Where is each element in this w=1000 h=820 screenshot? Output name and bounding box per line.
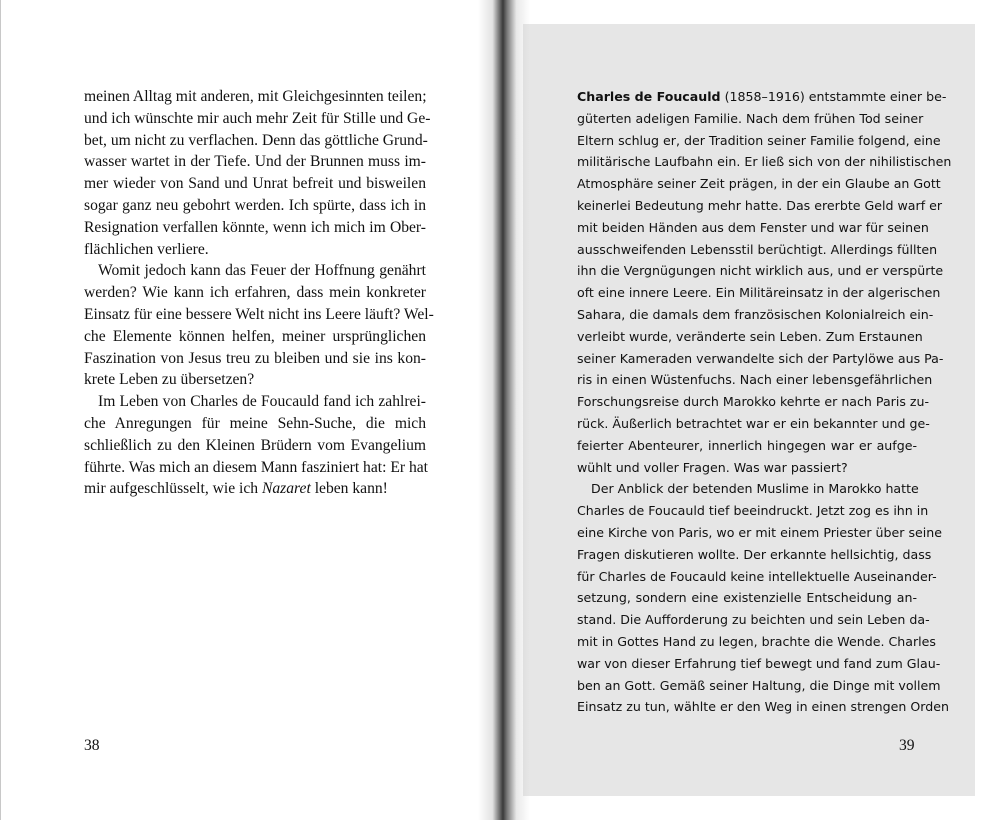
text-line: Im Leben von Charles de Foucauld fand ich zahlrei- [98,393,426,411]
text-line: Einsatz für eine bessere Welt nicht ins Leere läuft? Wel- [84,305,434,323]
text-line: mer wieder von Sand und Unrat befreit und bisweilen [84,175,426,193]
text-line: seiner Kameraden verwandelte sich der Partylöwe aus Pa- [577,350,944,366]
text-segment: leben kann! [310,480,388,498]
text-line: ausschweifenden Lebensstil berüchtigt. Allerdings füllten [577,241,938,257]
italic-word: Nazaret [261,480,311,498]
right-paragraph-1 [577,86,952,478]
text-line: oft eine innere Leere. Ein Militäreinsatz in der algerischen [577,285,941,301]
text-line: wühlt und voller Fragen. Was war passiert? [577,459,848,475]
left-page-body [84,86,434,500]
text-line: flächlichen verliere. [84,240,209,258]
text-line: Forschungsreise durch Marokko kehrte er nach Paris zu- [577,394,930,410]
text-line: meinen Alltag mit anderen, mit Gleichgesinnten teilen; [84,88,427,105]
text-line: ihn die Vergnügungen nicht wirklich aus, und er verspürte [577,263,944,279]
text-line: Womit jedoch kann das Feuer der Hoffnung genährt [98,262,426,280]
text-line: stand. Die Aufforderung zu beichten und sein Leben da- [577,612,930,628]
text-line: und ich wünschte mir auch mehr Zeit für Stille und Ge- [84,109,431,127]
text-segment: mir aufgeschlüsselt, wie ich [84,480,262,498]
text-line: mit in Gottes Hand zu legen, brachte die Wende. Charles [577,633,936,649]
text-line: Fragen diskutieren wollte. Der erkannte hellsichtig, dass [577,546,932,562]
text-line: sogar ganz neu gebohrt werden. Ich spürte, dass ich in [84,196,426,214]
text-line: feierter Abenteurer, innerlich hingegen war er aufge- [577,437,917,453]
text-line: werden? Wie kann ich erfahren, dass mein konkreter [84,284,426,302]
text-line: che Elemente können helfen, meiner ursprünglichen [84,327,426,345]
text-line: Faszination von Jesus treu zu bleiben und sie ins kon- [84,349,426,367]
left-paragraph-2 [84,260,434,391]
text-segment: (1858–1916) entstammte einer be- [720,89,947,104]
text-line [84,478,426,500]
text-line: Einsatz zu tun, wählte er den Weg in einen strengen Orden [577,699,949,715]
text-line: war von dieser Erfahrung tief bewegt und fand zum Glau- [577,655,941,671]
text-line: setzung, sondern eine existenzielle Entscheidung an- [577,590,917,606]
text-line: militärische Laufbahn ein. Er ließ sich von der nihilistischen [577,154,952,170]
text-line: Sahara, die damals dem französischen Kolonialreich ein- [577,306,934,322]
page-number-right: 39 [899,737,915,754]
text-line: Der Anblick der betenden Muslime in Marokko hatte [591,481,919,497]
left-paragraph-3 [84,391,429,500]
right-paragraph-2 [577,478,949,718]
page-number-left: 38 [84,737,100,754]
text-line: für Charles de Foucauld keine intellektuelle Auseinander- [577,568,937,584]
text-line: eine Kirche von Paris, wo er mit einem Priester über seine [577,524,942,540]
text-line: Resignation verfallen könnte, wenn ich mich im Ober- [84,218,426,236]
left-paragraph-1 [84,86,431,260]
text-line: führte. Was mich an diesem Mann fasziniert hat: Er hat [84,458,429,476]
text-line: krete Leben zu übersetzen? [84,371,255,389]
text-line: che Anregungen für meine Sehn-Suche, die mich [84,414,426,432]
text-line [577,86,947,108]
right-page-body [577,86,952,718]
text-line: mit beiden Händen aus dem Fenster und war für seinen [577,219,929,235]
text-line: wasser wartet in der Tiefe. Und der Brunnen muss im- [84,153,426,171]
text-line: güterten adeligen Familie. Nach dem frühen Tod seiner [577,110,924,126]
text-line: bet, um nicht zu verflachen. Denn das göttliche Grund- [84,131,428,149]
book-gutter [478,0,530,820]
text-line: ris in einen Wüstenfuchs. Nach einer lebensgefährlichen [577,372,933,388]
text-line: ben an Gott. Gemäß seiner Haltung, die Dinge mit vollem [577,677,941,693]
text-line: Eltern schlug er, der Tradition seiner Familie folgend, eine [577,132,941,148]
text-line: schließlich zu den Kleinen Brüdern vom Evangelium [84,436,426,454]
bold-name: Charles de Foucauld [577,89,721,104]
text-line: keinerlei Bedeutung mehr hatte. Das ererbte Geld warf er [577,197,943,213]
text-line: Charles de Foucauld tief beeindruckt. Jetzt zog es ihn in [577,503,929,519]
text-line: rück. Äußerlich betrachtet war er ein bekannter und ge- [577,415,930,431]
text-line: verleibt wurde, veränderte sein Leben. Zum Erstaunen [577,328,923,344]
text-line: Atmosphäre seiner Zeit prägen, in der ein Glaube an Gott [577,176,941,192]
